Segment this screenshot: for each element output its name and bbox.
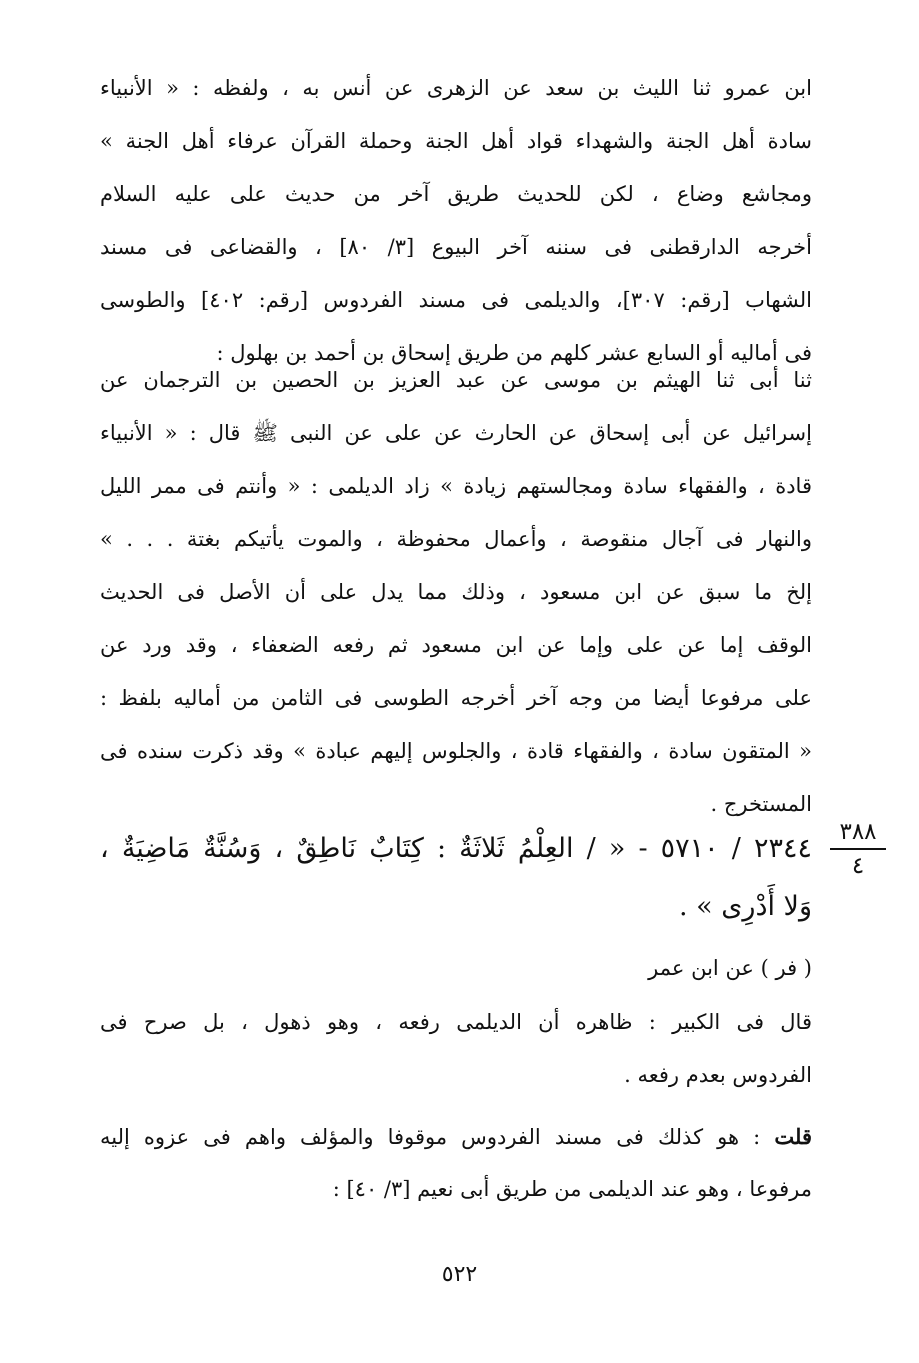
qultu-lead-word: قلت: [774, 1124, 812, 1149]
commentary-paragraph-qultu: [100, 1110, 812, 1216]
text-line-rest: : هو كذلك فى مسند الفردوس موقوفا والمؤلف واهم فى عزوه إليه: [100, 1125, 761, 1149]
text-line: ابن عمرو ثنا الليث بن سعد عن الزهرى عن أنس به ، ولفظه : « الأنبياء: [100, 76, 812, 100]
text-line: ثنا أبى ثنا الهيثم بن موسى عن عبد العزيز بن الحصين بن الترجمان عن: [100, 368, 812, 392]
marker-number-top: ٣٨٨: [830, 818, 886, 850]
marker-number-bottom: ٤: [851, 853, 865, 879]
commentary-paragraph-1: [100, 62, 812, 380]
page-number: ٥٢٢: [441, 1262, 478, 1287]
source-attribution: [100, 942, 812, 995]
hadith-line: وَلا أَدْرِى » .: [679, 891, 812, 922]
text-line: ومجاشع وضاع ، لكن للحديث طريق آخر من حديث على عليه السلام: [100, 182, 812, 206]
text-line: « المتقون سادة ، والفقهاء قادة ، والجلوس إليهم عبادة » وقد ذكرت سنده فى: [100, 739, 812, 763]
text-line: فى أماليه أو السابع عشر كلهم من طريق إسحاق بن أحمد بن بهلول :: [216, 341, 812, 365]
text-line: مرفوعا ، وهو عند الديلمى من طريق أبى نعيم [٣/ ٤٠] :: [332, 1177, 812, 1201]
commentary-paragraph-kabir: [100, 996, 812, 1102]
text-line: أخرجه الدارقطنى فى سننه آخر البيوع [٣/ ٨٠] ، والقضاعى فى مسند: [100, 235, 812, 259]
text-line: [100, 1110, 812, 1163]
text-line: الوقف إما عن على وإما عن ابن مسعود ثم رفعه الضعفاء ، وقد ورد عن: [100, 633, 812, 657]
text-line: إلخ ما سبق عن ابن مسعود ، وذلك مما يدل على أن الأصل فى الحديث: [100, 580, 812, 604]
text-line: سادة أهل الجنة والشهداء قواد أهل الجنة وحملة القرآن عرفاء أهل الجنة »: [100, 129, 812, 153]
text-line: المستخرج .: [710, 792, 812, 816]
isnad-paragraph: [100, 354, 812, 831]
text-line: الشهاب [رقم: ٣٠٧]، والديلمى فى مسند الفردوس [رقم: ٤٠٢] والطوسى: [100, 288, 812, 312]
text-line: ( فر ) عن ابن عمر: [648, 956, 812, 980]
hadith-text: [100, 820, 812, 936]
text-line: على مرفوعا أيضا من وجه آخر أخرجه الطوسى فى الثامن من أماليه بلفظ :: [100, 686, 812, 710]
text-line: والنهار فى آجال منقوصة ، وأعمال محفوظة ، والموت يأتيكم بغتة . . . »: [100, 527, 812, 551]
text-line: إسرائيل عن أبى إسحاق عن الحارث عن على عن النبى ﷺ قال : « الأنبياء: [100, 421, 812, 445]
text-line: قال فى الكبير : ظاهره أن الديلمى رفعه ، وهو ذهول ، بل صرح فى: [100, 1010, 812, 1034]
text-line: الفردوس بعدم رفعه .: [624, 1063, 812, 1087]
hadith-line: ٢٣٤٤ / ٥٧١٠ - « / العِلْمُ ثَلاثَةٌ : كِتَابٌ نَاطِقٌ ، وَسُنَّةٌ مَاضِيَةٌ ،: [100, 833, 812, 864]
text-line: قادة ، والفقهاء سادة ومجالستهم زيادة » زاد الديلمى : « وأنتم فى ممر الليل: [100, 474, 812, 498]
hadith-index-marker: [830, 818, 886, 880]
